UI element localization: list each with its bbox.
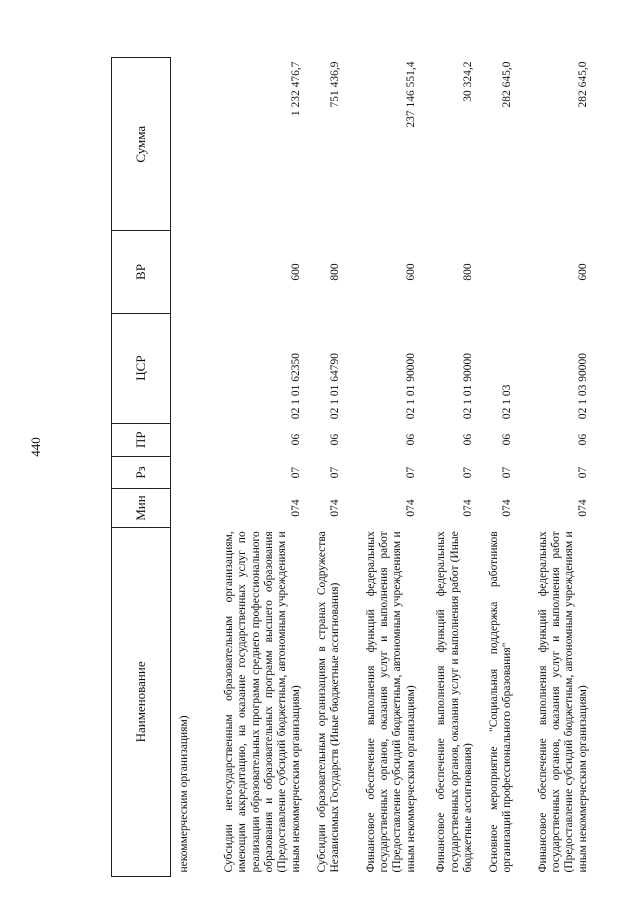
row-sum: 751 436,9 xyxy=(328,61,341,108)
header-name: Наименование xyxy=(112,527,171,876)
row-rz: 07 xyxy=(501,466,514,479)
row-pr: 06 xyxy=(404,433,417,446)
row-csr: 02 1 01 64790 xyxy=(328,352,341,420)
row-name: Финансовое обеспечение выполнения функций федеральных государственных органов, оказания услуг и выполнения работ (Предоставление субсидий бюджетным, автономным учреждениям и иным некоммерческим организациям) xyxy=(364,531,417,873)
header-sum: Сумма xyxy=(112,58,171,231)
header-vr: ВР xyxy=(112,231,171,313)
header-csr: ЦСР xyxy=(112,313,171,423)
row-pr: 06 xyxy=(289,433,302,446)
row-name: Субсидии негосударственным образовательным организациям, имеющим аккредитацию, на оказание государственных услуг по реализации образовательных программ среднего профессионального образования и образовательных программ высшего образования (Предоставление субсидий бюджетным, автономным учреждениям и иным некоммерческим организациям) xyxy=(223,531,302,873)
row-vr: 600 xyxy=(289,263,302,281)
header-pr: ПР xyxy=(112,423,171,456)
row-min: 074 xyxy=(404,499,417,517)
continuation-text: некоммерческим организациям) xyxy=(177,715,190,873)
row-rz: 07 xyxy=(328,466,341,479)
table-row xyxy=(515,58,591,877)
row-pr: 06 xyxy=(501,433,514,446)
table-row xyxy=(192,58,304,877)
row-pr: 06 xyxy=(576,433,589,446)
row-min: 074 xyxy=(461,499,474,517)
row-csr: 02 1 01 90000 xyxy=(461,352,474,420)
row-sum: 237 146 551,4 xyxy=(404,61,417,128)
table-row xyxy=(476,58,515,877)
table-row xyxy=(343,58,419,877)
row-sum: 282 645,0 xyxy=(576,61,589,108)
row-rz: 07 xyxy=(404,466,417,479)
page-number: 440 xyxy=(28,437,43,457)
row-rz: 07 xyxy=(461,466,474,479)
row-min: 074 xyxy=(576,499,589,517)
budget-table-container xyxy=(111,57,591,877)
row-min: 074 xyxy=(328,499,341,517)
table-row xyxy=(419,58,476,877)
budget-table xyxy=(111,57,591,877)
row-min: 074 xyxy=(289,499,302,517)
row-sum: 1 232 476,7 xyxy=(289,61,302,117)
row-csr: 02 1 03 xyxy=(501,384,514,420)
row-vr xyxy=(476,231,515,313)
row-name: Финансовое обеспечение выполнения функций федеральных государственных органов, оказания услуг и выполнения работ (Предоставление субсидий бюджетным, автономным учреждениям и иным некоммерческим организациям) xyxy=(536,531,589,873)
header-rz: Рз xyxy=(112,456,171,489)
row-sum: 282 645,0 xyxy=(501,61,514,108)
table-row xyxy=(304,58,343,877)
row-vr: 600 xyxy=(576,263,589,281)
row-min: 074 xyxy=(501,499,514,517)
row-rz: 07 xyxy=(576,466,589,479)
row-csr: 02 1 01 90000 xyxy=(404,352,417,420)
row-name: Субсидии образовательным организациям в странах Содружества Независимых Государств (Иные бюджетные ассигнования) xyxy=(315,531,341,873)
row-name: Основное мероприятие "Социальная поддержка работников организаций профессионального образования" xyxy=(487,531,514,873)
row-csr: 02 1 01 62350 xyxy=(289,352,302,420)
row-pr: 06 xyxy=(461,433,474,446)
row-pr: 06 xyxy=(328,433,341,446)
continuation-row xyxy=(171,58,193,877)
row-vr: 800 xyxy=(461,263,474,281)
table-header-row xyxy=(112,58,171,877)
row-vr: 800 xyxy=(328,263,341,281)
row-name: Финансовое обеспечение выполнения функций федеральных государственных органов, оказания услуг и выполнения работ (Иные бюджетные ассигнования) xyxy=(435,531,474,873)
row-csr: 02 1 03 90000 xyxy=(576,352,589,420)
row-sum: 30 324,2 xyxy=(461,61,474,102)
row-rz: 07 xyxy=(289,466,302,479)
row-vr: 600 xyxy=(404,263,417,281)
header-min: Мин xyxy=(112,489,171,528)
